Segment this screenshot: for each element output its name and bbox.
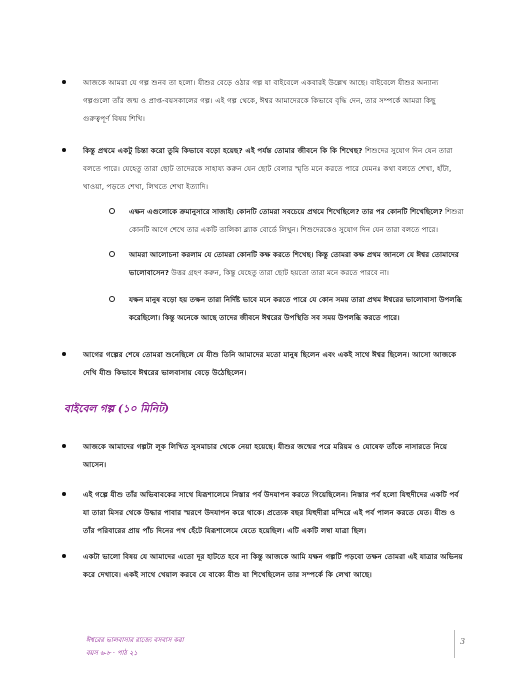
footer-lesson-info bbox=[86, 634, 184, 660]
sub-bullet-text: শিশুরা কোনটি আগে শেখে তার একটি তালিকা ব্ল্যাক বোর্ডে লিখুন। শিশুদেরকেও সুযোগ দিন যেন তারা বলতে পারে। bbox=[129, 207, 464, 234]
sub-bullet-bold-text: এক্ষন এগুলোকে ক্রমানুসারে সাজাই। কোনটি তোমরা সবচেয়ে প্রথমে শিখেছিলে? তার পর কোনটি শিখেছিলে? bbox=[129, 207, 443, 216]
bullet-bold-text: একটা ভালো বিষয় যে আমাদের এতো দূর হাটতে হবে না কিন্তু আজকে আমি যক্ষন গল্পটি পড়বো তক্ষন তোমরা এই যাত্রার অভিনয় করে দেখাবে। একই সাথে খেয়াল করবে যে বাক্যে যীশু যা শিখেছিলেন তার সম্পর্কে কি লেখা আছে। bbox=[83, 552, 463, 579]
section-title: বাইবেল গল্প (১০ মিনিট) bbox=[64, 403, 169, 415]
sub-bullet-text: উত্তর গ্রহণ করুন, কিন্তু যেহেতু তারা ছোট হয়তো তারা মনে করতে পারবে না। bbox=[168, 268, 389, 277]
sub-bullet-circle bbox=[109, 208, 115, 214]
sub-bullet-bold-text: আমরা আলোচনা করলাম যে তোমরা কোনটি কক্ষ করতে শিখেছ। কিন্তু তোমরা কক্ষ প্রথম জানলে যে ঈশ্বর তোমাদের ভালোবাসেন? bbox=[129, 250, 459, 277]
bullet-paragraph-act-journey bbox=[83, 548, 463, 584]
bullet-dot bbox=[62, 492, 66, 496]
bullet-dot bbox=[62, 80, 66, 84]
bullet-paragraph-think bbox=[83, 142, 463, 196]
sub-bullet-first-knew bbox=[129, 246, 467, 282]
bullet-dot bbox=[62, 148, 66, 152]
bullet-text: শিশুদের সুযোগ দিন যেন তারা বলতে পারে। যেহেতু তারা ছোট তাদেরকে সাহায্য করুন যেন ছোট বেলার স্মৃতি মনে করতে পারে যেমনঃ কথা বলতে শেখা, হাঁটা, খাওয়া, পড়তে শেখা, লিখতে শেখা ইত্যাদি। bbox=[83, 146, 453, 191]
page-number: 3 bbox=[460, 637, 466, 646]
sub-bullet-circle bbox=[109, 296, 115, 302]
footer-series-title: ঈশ্বরের ভালবাসার রাজ্যে বসবাস করা bbox=[86, 636, 184, 644]
bullet-bold-text: কিন্তু প্রথমে একটু চিন্তা করো তুমি কিভাবে বড়ো হয়েছ? এই পর্যন্ত তোমার জীবনে কি কি শিখেছ? bbox=[83, 146, 363, 155]
bullet-dot bbox=[62, 554, 66, 558]
bullet-text: আজকে আমরা যে গল্প শুনব তা হলো। যীশুর বেড়ে ওঠার গল্প যা বাইবেলে একবারই উল্লেখ আছে। বাইবেলে যীশুর অন্যান্য গল্পগুলো তাঁর জন্ম ও প্রাপ্ত-বয়সকালের গল্প। এই গল্প থেকে, ঈশ্বর আমাদেরকে কিভাবে বৃদ্ধি দেন, তার সম্পর্কে আমরা কিছু গুরুত্বপূর্ণ বিষয় শিখি। bbox=[83, 78, 439, 123]
bullet-dot bbox=[62, 444, 66, 448]
bullet-bold-text: আজকে আমাদের গল্পটা লূক লিখিত সুসমাচার থেকে নেয়া হয়েছে। যীশুর জন্মের পরে মরিয়ম ও যোষেফ তাঁকে নাসারতে নিয়ে আসেন। bbox=[83, 442, 448, 469]
footer-divider bbox=[454, 630, 455, 658]
bullet-paragraph-intro bbox=[83, 74, 463, 128]
bullet-bold-text: আগের গল্পের শেষে তোমরা শুনেছিলে যে যীশু তিনি আমাদের মতো মানুষ ছিলেন এবং একই সাথে ঈশ্বর ছিলেন। আসো আজকে দেখি যীশু কিভাবে ঈশ্বরের ভালবাসায় বেড়ে উঠেছিলেন। bbox=[83, 350, 457, 377]
bullet-paragraph-luke bbox=[83, 438, 463, 474]
sub-bullet-bold-text: যক্ষন মানুষ বড়ো হয় তক্ষন তারা নির্দিষ্ট ভাবে মনে করতে পারে যে কোন সময় তারা প্রথম ঈশ্বরের ভালোবাসা উপলব্ধি করেছিলো। কিন্তু অনেকে আছে তাদের জীবনে ঈশ্বরের উপস্থিতি সব সময় উপলব্ধি করতে পারে। bbox=[129, 295, 463, 322]
footer-age-lesson: বয়স ৬-৮ · পাঠ ২১ bbox=[86, 649, 138, 657]
bullet-dot bbox=[62, 352, 66, 356]
bullet-bold-text: এই গল্পে যীশু তাঁর অভিবাবকের সাথে যিরূশালেমে নিস্তার পর্ব উদযাপন করতে গিয়েছিলেন। নিস্তার পর্ব হলো যিহুদীদের একটি পর্ব যা তারা মিসর থেকে উদ্ধার পাবার স্মরণে উদযাপন করে থাকে। প্রত্যেক বছর যিহুদীরা মন্দিরে এই পর্ব পালন করতে যেত। যীশু ও তাঁর পরিবারের প্রায় পাঁচ দিনের পথ হেঁটে যিরূশালেমে যেতে হয়েছিল। এটি একটি লম্বা যাত্রা ছিল। bbox=[83, 490, 459, 535]
sub-bullet-circle bbox=[109, 251, 115, 257]
bullet-paragraph-passover bbox=[83, 486, 463, 540]
sub-bullet-grow-up bbox=[129, 291, 467, 327]
sub-bullet-order bbox=[129, 203, 467, 239]
bullet-paragraph-previous-story bbox=[83, 346, 463, 382]
